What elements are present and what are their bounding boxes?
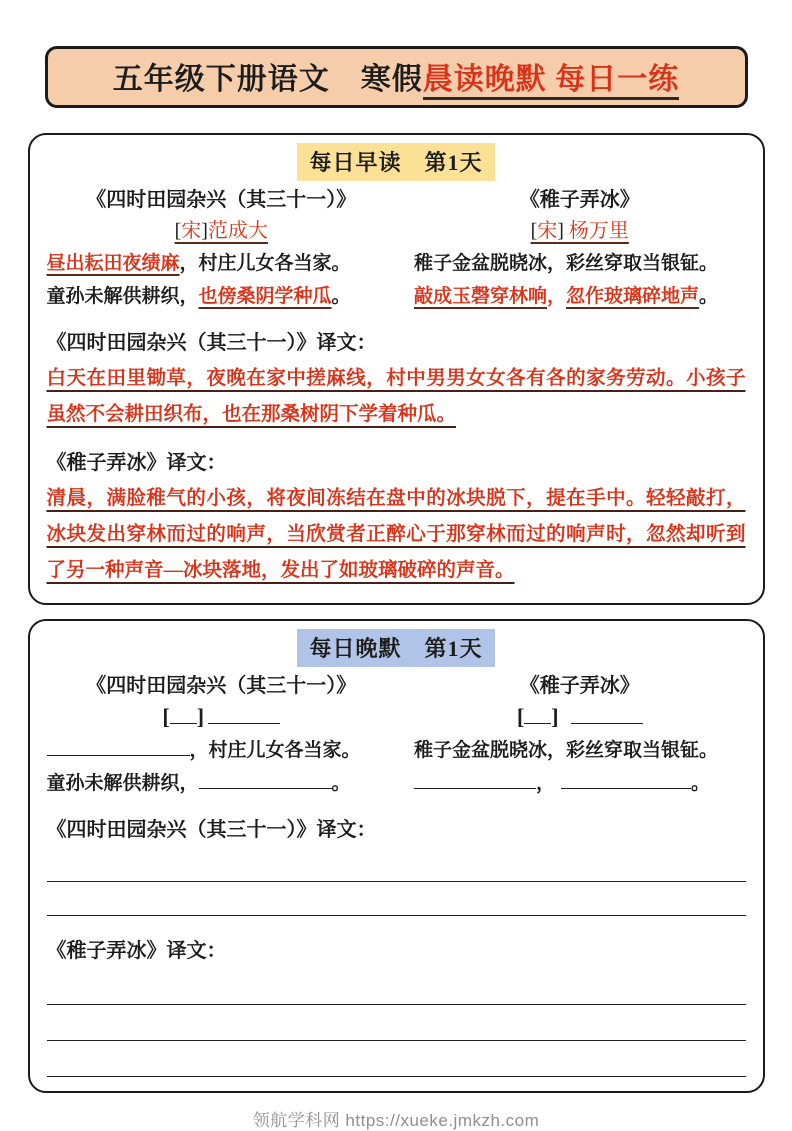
evening-poem-line-2 (47, 767, 746, 800)
footer-watermark: 领航学科网 https://xueke.jmkzh.com (252, 1111, 540, 1130)
author-blank-field (571, 704, 643, 724)
verse-blank-field (199, 770, 332, 789)
left-author-dynasty: 宋 (181, 220, 202, 242)
answer-line (47, 848, 746, 882)
bracket-close: ] (196, 704, 205, 729)
morning-translation-1-label: 《四时田园杂兴（其三十一）》译文： (46, 332, 377, 354)
answer-line (47, 1005, 746, 1041)
evening-left-poem-title: 《四时田园杂兴（其三十一）》 (86, 675, 357, 697)
evening-translation-1-answer-lines (47, 848, 746, 916)
bracket-open: [ (516, 704, 525, 729)
left-author-bracket-open: [ (174, 220, 182, 242)
evening-translation-2-answer-lines (47, 969, 746, 1077)
morning-translation-2-text: 清晨，满脸稚气的小孩，将夜间冻结在盘中的冰块脱下，提在手中。轻轻敲打，冰块发出穿林而过的响声，当欣赏者正醉心于那穿林而过的响声时，忽然却听到了另一种声音—冰块落地，发出了如玻璃破碎的声音。 (46, 488, 746, 581)
evening-badge: 每日晚默 第1天 (297, 629, 494, 667)
poem-seg-black: ，村庄儿女各当家。 (189, 740, 361, 761)
evening-translation-2-label: 《稚子弄冰》译文： (46, 940, 227, 962)
verse-blank-field (561, 770, 691, 789)
right-author-bracket-open: [ (530, 220, 538, 242)
verse-blank-field (414, 770, 536, 789)
worksheet-title (45, 46, 748, 108)
evening-right-author-blank (396, 701, 746, 734)
verse-blank-field (47, 737, 190, 756)
morning-left-author (47, 215, 397, 247)
poem-seg-red-comma: ， (547, 286, 567, 307)
morning-poem-authors (47, 215, 746, 247)
bracket-open: [ (162, 704, 170, 729)
evening-badge-row (47, 629, 746, 667)
right-author-bracket-close: ] (557, 220, 564, 242)
morning-badge-row (47, 143, 746, 181)
answer-line (47, 882, 746, 916)
poem-seg-red: 昼出耘田夜绩麻 (46, 253, 180, 274)
poem-seg-black: 稚子金盆脱晓冰，彩丝穿取当银钲。 (414, 253, 719, 274)
left-author-bracket-close: ] (201, 220, 208, 242)
poem-seg-black: 。 (699, 286, 719, 307)
morning-poem-titles (47, 185, 746, 215)
poem-seg-red: 敲成玉磬穿林响 (414, 286, 548, 307)
poem-seg-black: 。 (331, 773, 351, 794)
evening-dictation-card (28, 619, 765, 1093)
right-author-dynasty: 宋 (537, 220, 558, 242)
evening-right-poem-title: 《稚子弄冰》 (519, 675, 640, 697)
evening-author-blanks (47, 701, 746, 734)
right-author-name: 杨万里 (563, 220, 629, 242)
morning-poem-line-1-right (396, 247, 746, 280)
poem-seg-black: ， (536, 773, 556, 794)
morning-poem-line-2-left (47, 280, 397, 313)
poem-seg-black: 。 (691, 773, 711, 794)
morning-reading-card (28, 133, 765, 605)
poem-seg-black: 。 (331, 286, 351, 307)
title-text-red: 晨读晚默 每日一练 (423, 63, 680, 100)
morning-poem-line-1-left (47, 247, 397, 280)
evening-poem-line-2-right (396, 767, 746, 800)
evening-poem-line-1 (47, 734, 746, 767)
title-text-black: 五年级下册语文 寒假 (112, 63, 423, 96)
poem-seg-red: 也傍桑阴学种瓜 (198, 286, 332, 307)
morning-translation-1-text: 白天在田里锄草，夜晚在家中搓麻线，村中男男女女各有各的家务劳动。小孩子虽然不会耕田织布，也在那桑树阴下学着种瓜。 (46, 368, 746, 425)
answer-line (47, 1041, 746, 1077)
evening-translation-1-label: 《四时田园杂兴（其三十一）》译文： (46, 819, 377, 841)
poem-seg-red: 忽作玻璃碎地声 (566, 286, 700, 307)
morning-poem-line-2-right (396, 280, 746, 313)
evening-poem-titles (47, 671, 746, 701)
author-blank-field (208, 704, 280, 724)
morning-translation-2-label: 《稚子弄冰》译文： (46, 452, 227, 474)
morning-poem-line-1 (47, 247, 746, 280)
left-author-name: 范成大 (207, 220, 268, 242)
poem-seg-black: 稚子金盆脱晓冰，彩丝穿取当银钲。 (414, 740, 719, 761)
answer-line (47, 969, 746, 1005)
poem-seg-black: 童孙未解供耕织， (46, 773, 199, 794)
morning-badge: 每日早读 第1天 (297, 143, 494, 181)
morning-poem-line-2 (47, 280, 746, 313)
evening-poem-line-1-right (396, 734, 746, 767)
evening-poem-line-2-left (47, 767, 397, 800)
poem-seg-black: 童孙未解供耕织， (46, 286, 199, 307)
morning-right-author (396, 215, 746, 247)
morning-left-poem-title: 《四时田园杂兴（其三十一）》 (86, 189, 357, 211)
dynasty-blank-field (524, 704, 551, 724)
evening-poem-line-1-left (47, 734, 397, 767)
bracket-close: ] (551, 704, 559, 729)
morning-right-poem-title: 《稚子弄冰》 (519, 189, 640, 211)
poem-seg-black: ，村庄儿女各当家。 (179, 253, 351, 274)
evening-left-author-blank (47, 701, 397, 734)
dynasty-blank-field (170, 704, 197, 724)
